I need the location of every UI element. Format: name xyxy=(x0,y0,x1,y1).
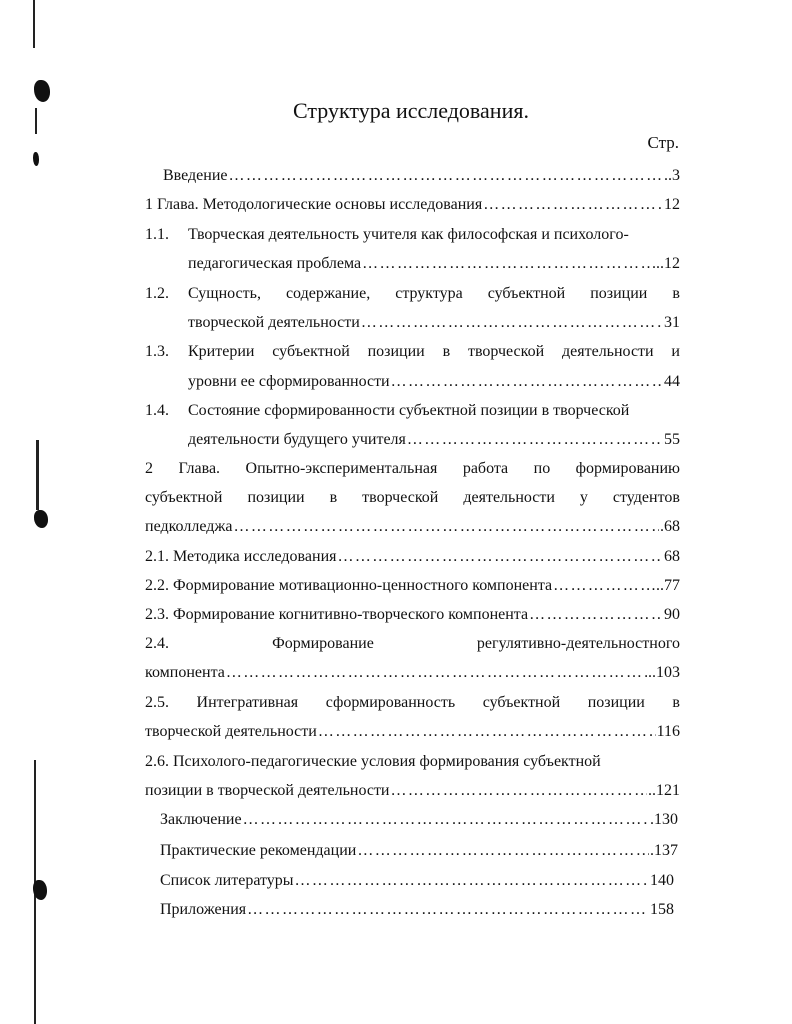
toc-page-number: ...12 xyxy=(652,255,680,272)
word: деятельности xyxy=(562,343,654,360)
word: субъектной xyxy=(272,343,350,360)
toc-entry-text xyxy=(188,285,680,303)
dot-leader xyxy=(357,842,649,860)
toc-page-number: .68 xyxy=(660,518,680,535)
toc-entry-1-1 xyxy=(188,255,680,273)
word: позиции xyxy=(590,285,648,302)
toc-page-number: ..103 xyxy=(648,664,680,681)
toc-entry-2-5 xyxy=(145,694,680,712)
word: в xyxy=(329,489,338,506)
toc-entry-text: 2.6. Психолого-педагогические условия формирования субъектной xyxy=(145,753,601,770)
word: Интегративная xyxy=(196,694,299,711)
word: 2.4. xyxy=(145,635,169,652)
toc-entry-text: деятельности будущего учителя xyxy=(188,431,406,448)
dot-leader xyxy=(295,872,649,890)
toc-page-number: 31 xyxy=(664,314,680,331)
scan-blot xyxy=(33,880,47,900)
toc-entry-text: Заключение xyxy=(160,811,242,828)
toc-entry-1-2 xyxy=(188,314,680,332)
word: позиции xyxy=(587,694,645,711)
toc-entry-2-5-end xyxy=(145,723,680,741)
scan-blot xyxy=(34,510,48,528)
toc-entry-text: Приложения xyxy=(160,901,247,918)
word: Сущность, xyxy=(188,285,261,302)
toc-entry-text: Введение xyxy=(163,167,228,184)
toc-entry-chapter-1 xyxy=(145,196,680,214)
word: формированию xyxy=(575,460,680,477)
dot-leader xyxy=(243,811,649,829)
toc-entry-chapter-2-end xyxy=(145,518,680,536)
toc-page-number: 68 xyxy=(664,548,680,565)
word: в xyxy=(672,694,680,711)
toc-entry-text: Состояние сформированности субъектной позиции в творческой xyxy=(188,402,630,419)
word: сформированность xyxy=(325,694,456,711)
word: Формирование xyxy=(272,635,374,652)
toc-entry-conclusion xyxy=(160,811,678,829)
dot-leader xyxy=(318,723,656,741)
toc-entry-text: уровни ее сформированности xyxy=(188,373,390,390)
word: 2.5. xyxy=(145,694,169,711)
word: и xyxy=(671,343,680,360)
dot-leader xyxy=(483,196,663,214)
toc-entry-text: педколледжа xyxy=(145,518,233,535)
toc-page-number: .137 xyxy=(650,842,678,859)
scan-blot xyxy=(33,152,39,166)
toc-entry-chapter-2 xyxy=(145,460,680,478)
toc-entry-text xyxy=(145,489,680,507)
toc-entry-1-4 xyxy=(188,431,680,449)
toc-page-number: .130 xyxy=(650,811,678,828)
word: позиции xyxy=(367,343,425,360)
dot-leader xyxy=(226,664,647,682)
toc-entry-1-3 xyxy=(188,373,680,391)
dot-leader xyxy=(337,548,663,566)
toc-page-number: 55 xyxy=(664,431,680,448)
scan-margin-line xyxy=(33,0,35,48)
toc-entry-text: 2.1. Методика исследования xyxy=(145,548,337,565)
toc-section-number: 1.1. xyxy=(145,226,169,243)
toc-entry-text: Творческая деятельность учителя как философская и психолого- xyxy=(188,226,629,243)
toc-entry-text: Практические рекомендации xyxy=(160,842,357,859)
word: творческой xyxy=(362,489,439,506)
toc-page-number: 140 xyxy=(650,872,674,889)
toc-entry-text: 1 Глава. Методологические основы исследования xyxy=(145,196,483,213)
word: позиции xyxy=(247,489,305,506)
dot-leader xyxy=(407,431,663,449)
word: 2 xyxy=(145,460,153,477)
toc-entry-text: педагогическая проблема xyxy=(188,255,362,272)
toc-page-number: 12 xyxy=(664,196,680,213)
dot-leader xyxy=(247,901,649,919)
dot-leader xyxy=(234,518,660,536)
toc-entry-2-2 xyxy=(145,577,680,595)
toc-page-number: ..3 xyxy=(664,167,680,184)
toc-entry-2-1 xyxy=(145,548,680,566)
toc-entry-intro xyxy=(163,167,680,185)
word: регулятивно-деятельностного xyxy=(476,635,680,652)
toc-page-number: 116 xyxy=(656,723,680,740)
toc-page-number: ..77 xyxy=(656,577,680,594)
word: студентов xyxy=(612,489,680,506)
word: по xyxy=(533,460,551,477)
toc-page-number: 90 xyxy=(664,606,680,623)
toc-section-number: 1.2. xyxy=(145,285,169,302)
word: структура xyxy=(395,285,463,302)
dot-leader xyxy=(229,167,664,185)
toc-page-number: ..121 xyxy=(648,782,680,799)
page-title: Структура исследования. xyxy=(293,98,529,123)
dot-leader xyxy=(553,577,655,595)
toc-entry-recommendations xyxy=(160,842,678,860)
toc-entry-references xyxy=(160,872,674,890)
toc-entry-2-4-end xyxy=(145,664,680,682)
toc-entry-text xyxy=(188,343,680,361)
toc-entry-text: 2.2. Формирование мотивационно-ценностного компонента xyxy=(145,577,553,594)
dot-leader xyxy=(391,373,663,391)
dot-leader xyxy=(362,255,651,273)
word: Глава. xyxy=(178,460,221,477)
toc-entry-text: 2.3. Формирование когнитивно-творческого компонента xyxy=(145,606,529,623)
dot-leader xyxy=(391,782,648,800)
toc-entry-text: компонента xyxy=(145,664,225,681)
word: в xyxy=(672,285,680,302)
word: Опытно-экспериментальная xyxy=(245,460,438,477)
word: у xyxy=(579,489,588,506)
word: субъектной xyxy=(487,285,566,302)
toc-page-number: 44 xyxy=(664,373,680,390)
dot-leader xyxy=(361,314,663,332)
word: в xyxy=(442,343,451,360)
toc-entry-2-4 xyxy=(145,635,680,653)
toc-section-number: 1.4. xyxy=(145,402,169,419)
toc-entry-text: творческой деятельности xyxy=(145,723,317,740)
dot-leader xyxy=(529,606,663,624)
word: творческой xyxy=(467,343,545,360)
word: содержание, xyxy=(285,285,371,302)
word: работа xyxy=(462,460,509,477)
page-column-label: Стр. xyxy=(647,133,679,152)
toc-entry-text: Список литературы xyxy=(160,872,294,889)
scan-margin-line xyxy=(36,440,39,510)
toc-entry-appendices xyxy=(160,901,674,919)
word: субъектной xyxy=(145,489,223,506)
toc-entry-text: творческой деятельности xyxy=(188,314,360,331)
word: субъектной xyxy=(482,694,561,711)
toc-entry-text: позиции в творческой деятельности xyxy=(145,782,390,799)
toc-entry-2-6 xyxy=(145,782,680,800)
toc-section-number: 1.3. xyxy=(145,343,169,360)
toc-page-number: 158 xyxy=(650,901,674,918)
toc-entry-2-3 xyxy=(145,606,680,624)
word: деятельности xyxy=(463,489,555,506)
word: Критерии xyxy=(188,343,255,360)
